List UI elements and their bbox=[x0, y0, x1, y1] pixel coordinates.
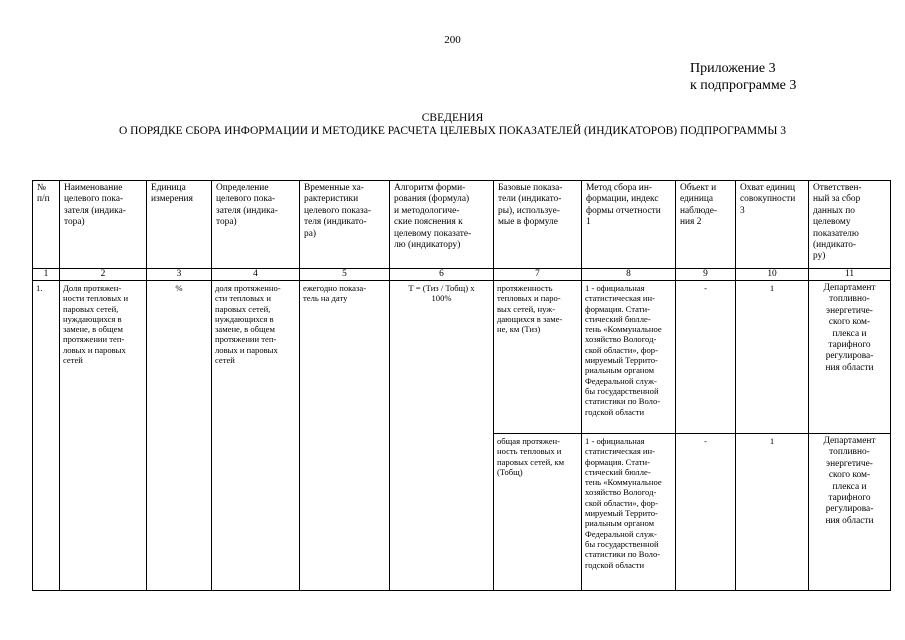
column-number: 8 bbox=[582, 269, 676, 281]
column-number: 3 bbox=[147, 269, 212, 281]
header-cell: Объект и единица наблюде- ния 2 bbox=[676, 181, 736, 269]
header-cell: Алгоритм форми- рования (формула) и методологиче- ские пояснения к целевому показате- лю (индикатору) bbox=[390, 181, 494, 269]
column-number: 7 bbox=[494, 269, 582, 281]
coverage: 1 bbox=[736, 281, 809, 434]
appendix-label bbox=[690, 60, 796, 94]
column-number: 9 bbox=[676, 269, 736, 281]
column-number: 10 bbox=[736, 269, 809, 281]
column-number: 5 bbox=[300, 269, 390, 281]
observation-object: - bbox=[676, 281, 736, 434]
table-row bbox=[33, 281, 891, 434]
column-number: 11 bbox=[809, 269, 891, 281]
header-cell: Единица измерения bbox=[147, 181, 212, 269]
column-number-row bbox=[33, 269, 891, 281]
document-title bbox=[0, 112, 905, 138]
responsible-department: Департамент топливно- энергетиче- ского ком- плекса и тарифного регулирова- ния области bbox=[809, 434, 891, 591]
appendix-line-2: к подпрограмме 3 bbox=[690, 78, 797, 93]
page-number: 200 bbox=[444, 34, 461, 46]
collection-method: 1 - официальная статистическая ин- формация. Стати- стический бюлле- тень «Коммунальное хозяйство Вологод- ской области», фор- мируемый Террито- риальным органом Федеральной служ- бы государственной статистики по Воло- годской области bbox=[582, 434, 676, 591]
column-number: 1 bbox=[33, 269, 60, 281]
title-line-1: СВЕДЕНИЯ bbox=[421, 112, 484, 124]
coverage: 1 bbox=[736, 434, 809, 591]
table-header-row bbox=[33, 181, 891, 269]
title-line-2: О ПОРЯДКЕ СБОРА ИНФОРМАЦИИ И МЕТОДИКЕ РАСЧЕТА ЦЕЛЕВЫХ ПОКАЗАТЕЛЕЙ (ИНДИКАТОРОВ) ПОДПРОГРАММЫ 3 bbox=[118, 125, 787, 137]
header-cell: Охват единиц совокупности 3 bbox=[736, 181, 809, 269]
header-cell: Наименование целевого пока- зателя (индика- тора) bbox=[60, 181, 147, 269]
indicator-name: Доля протяжен- ности тепловых и паровых сетей, нуждающихся в замене, в общем протяжении теп- ловых и паровых сетей bbox=[60, 281, 147, 591]
base-indicator: общая протяжен- ность тепловых и паровых сетей, км (Тобщ) bbox=[494, 434, 582, 591]
header-cell: Определение целевого пока- зателя (индика- тора) bbox=[212, 181, 300, 269]
calculation-formula: Т = (Тиз / Тобщ) х 100% bbox=[390, 281, 494, 591]
column-number: 6 bbox=[390, 269, 494, 281]
column-number: 2 bbox=[60, 269, 147, 281]
base-indicator: протяженность тепловых и паро- вых сетей, нуж- дающихся в заме- не, км (Тиз) bbox=[494, 281, 582, 434]
observation-object: - bbox=[676, 434, 736, 591]
unit-of-measure: % bbox=[147, 281, 212, 591]
header-cell: Временные ха- рактеристики целевого показа- теля (индикато- ра) bbox=[300, 181, 390, 269]
header-cell: Базовые показа- тели (индикато- ры), используе- мые в формуле bbox=[494, 181, 582, 269]
header-cell: № п/п bbox=[33, 181, 60, 269]
column-number: 4 bbox=[212, 269, 300, 281]
collection-method: 1 - официальная статистическая ин- формация. Стати- стический бюлле- тень «Коммунальное хозяйство Вологод- ской области», фор- мируемый Террито- риальным органом Федеральной служ- бы государственной статистики по Воло- годской области bbox=[582, 281, 676, 434]
row-number: 1. bbox=[33, 281, 60, 591]
header-cell: Метод сбора ин- формации, индекс формы отчетности 1 bbox=[582, 181, 676, 269]
time-characteristics: ежегодно показа- тель на дату bbox=[300, 281, 390, 591]
indicator-definition: доля протяженно- сти тепловых и паровых сетей, нуждающихся в замене, в общем протяжении теп- ловых и паровых сетей bbox=[212, 281, 300, 591]
responsible-department: Департамент топливно- энергетиче- ского ком- плекса и тарифного регулирова- ния области bbox=[809, 281, 891, 434]
appendix-line-1: Приложение 3 bbox=[690, 61, 776, 76]
indicators-table bbox=[32, 180, 891, 591]
header-cell: Ответствен- ный за сбор данных по целевому показателю (индикато- ру) bbox=[809, 181, 891, 269]
